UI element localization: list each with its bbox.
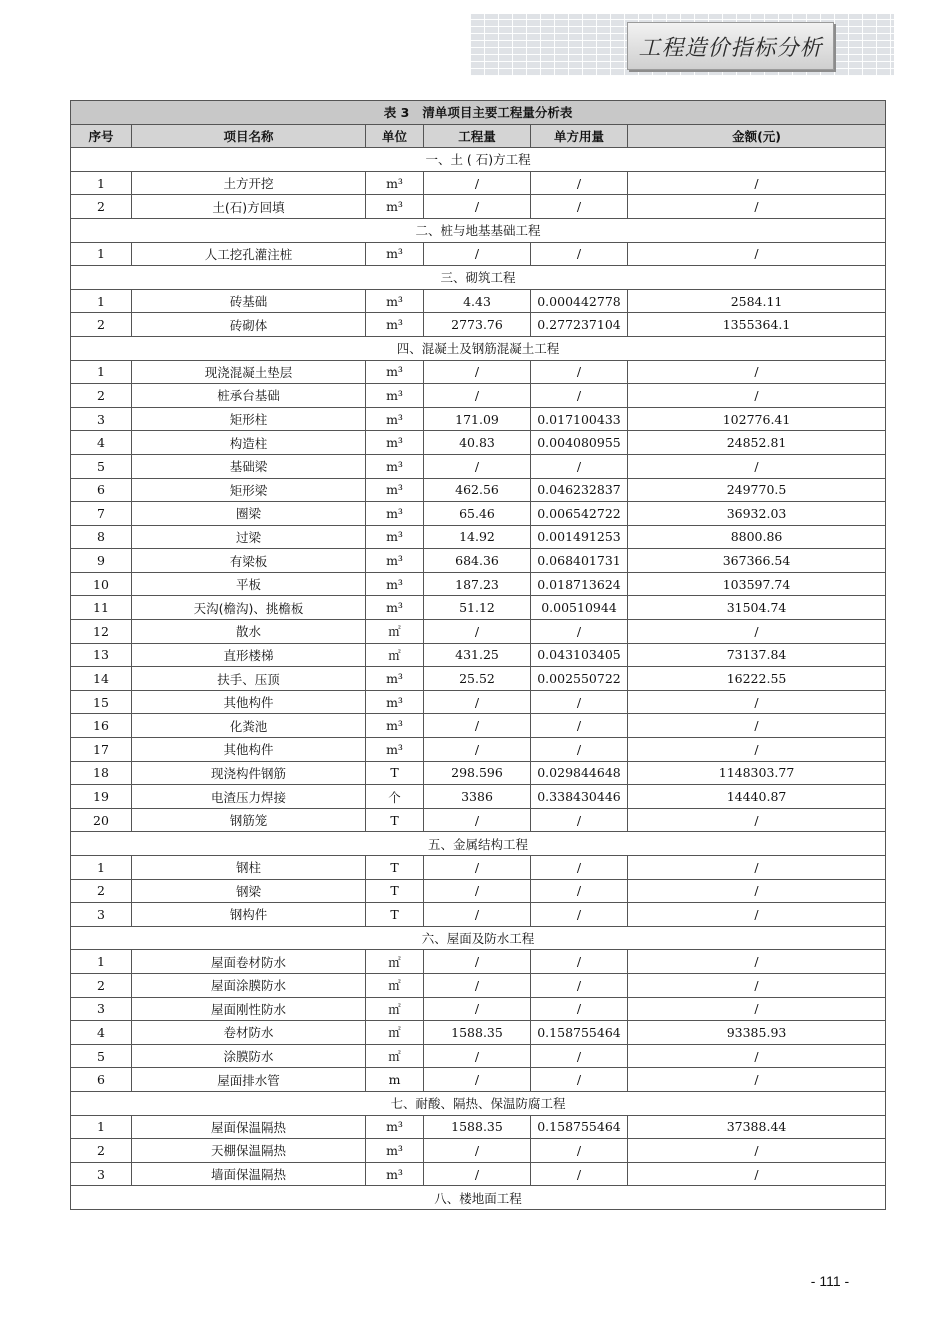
cell-unit: m³ (366, 478, 424, 502)
cell-amount: / (628, 620, 886, 644)
table-row (71, 808, 886, 832)
cell-name: 圈梁 (132, 502, 366, 526)
cell-amount: 103597.74 (628, 572, 886, 596)
cell-unit: m³ (366, 738, 424, 762)
cell-index: 11 (71, 596, 132, 620)
cell-quantity: / (424, 242, 531, 266)
cell-unit-usage: / (531, 690, 628, 714)
column-header-unit-usage: 单方用量 (531, 124, 628, 148)
cell-amount: / (628, 973, 886, 997)
cell-unit-usage: / (531, 171, 628, 195)
cell-amount: 367366.54 (628, 549, 886, 573)
cell-name: 直形楼梯 (132, 643, 366, 667)
cell-amount: 249770.5 (628, 478, 886, 502)
cell-unit: T (366, 808, 424, 832)
section-header-row (71, 336, 886, 360)
column-header-name: 项目名称 (132, 124, 366, 148)
cell-amount: 36932.03 (628, 502, 886, 526)
cell-unit-usage: / (531, 1044, 628, 1068)
cell-name: 涂膜防水 (132, 1044, 366, 1068)
cell-unit: ㎡ (366, 1021, 424, 1045)
cell-unit: ㎡ (366, 997, 424, 1021)
cell-unit-usage: / (531, 856, 628, 880)
cell-index: 18 (71, 761, 132, 785)
cell-name: 墙面保温隔热 (132, 1162, 366, 1186)
cell-unit: ㎡ (366, 1044, 424, 1068)
cell-name: 现浇构件钢筋 (132, 761, 366, 785)
cell-unit-usage: / (531, 903, 628, 927)
table-row (71, 171, 886, 195)
cell-quantity: / (424, 1044, 531, 1068)
table-row (71, 195, 886, 219)
cell-name: 人工挖孔灌注桩 (132, 242, 366, 266)
table-caption (71, 101, 886, 125)
cell-amount: / (628, 195, 886, 219)
cell-unit: m³ (366, 549, 424, 573)
cell-unit: ㎡ (366, 643, 424, 667)
cell-quantity: / (424, 1162, 531, 1186)
table-row (71, 785, 886, 809)
table-row (71, 407, 886, 431)
cell-amount: / (628, 997, 886, 1021)
cell-name: 其他构件 (132, 738, 366, 762)
section-title: 六、屋面及防水工程 (71, 926, 886, 950)
cell-quantity: / (424, 1139, 531, 1163)
cell-name: 矩形梁 (132, 478, 366, 502)
cell-amount: 1355364.1 (628, 313, 886, 337)
cell-unit-usage: / (531, 620, 628, 644)
cell-amount: / (628, 1044, 886, 1068)
cell-name: 屋面卷材防水 (132, 950, 366, 974)
cell-amount: 2584.11 (628, 289, 886, 313)
cell-quantity: / (424, 856, 531, 880)
cell-index: 1 (71, 950, 132, 974)
cell-unit: m³ (366, 596, 424, 620)
table-row (71, 360, 886, 384)
cell-amount: / (628, 738, 886, 762)
cell-quantity: / (424, 360, 531, 384)
table-header-row (71, 124, 886, 148)
table-row (71, 596, 886, 620)
cell-unit-usage: / (531, 1162, 628, 1186)
cell-name: 屋面排水管 (132, 1068, 366, 1092)
cell-unit: 个 (366, 785, 424, 809)
cell-unit: m³ (366, 242, 424, 266)
cell-unit: m³ (366, 171, 424, 195)
cell-amount: / (628, 171, 886, 195)
cell-name: 电渣压力焊接 (132, 785, 366, 809)
cell-amount: 14440.87 (628, 785, 886, 809)
cell-name: 矩形柱 (132, 407, 366, 431)
cell-name: 屋面刚性防水 (132, 997, 366, 1021)
cell-index: 16 (71, 714, 132, 738)
cell-name: 现浇混凝土垫层 (132, 360, 366, 384)
cell-unit: T (366, 761, 424, 785)
cell-amount: / (628, 856, 886, 880)
section-title: 八、楼地面工程 (71, 1186, 886, 1210)
cell-quantity: / (424, 973, 531, 997)
cell-amount: 24852.81 (628, 431, 886, 455)
cell-unit: m³ (366, 431, 424, 455)
cell-index: 9 (71, 549, 132, 573)
cell-unit: m³ (366, 384, 424, 408)
cell-unit-usage: / (531, 950, 628, 974)
cell-amount: / (628, 808, 886, 832)
cell-amount: 1148303.77 (628, 761, 886, 785)
cell-index: 2 (71, 384, 132, 408)
cell-index: 7 (71, 502, 132, 526)
cell-index: 2 (71, 313, 132, 337)
cell-index: 1 (71, 360, 132, 384)
cell-unit: m³ (366, 572, 424, 596)
cell-unit-usage: / (531, 242, 628, 266)
cell-amount: / (628, 1162, 886, 1186)
quantity-analysis-table (70, 100, 886, 1210)
table-row (71, 714, 886, 738)
cell-unit: T (366, 903, 424, 927)
cell-quantity: 462.56 (424, 478, 531, 502)
cell-name: 卷材防水 (132, 1021, 366, 1045)
section-title: 五、金属结构工程 (71, 832, 886, 856)
cell-index: 5 (71, 454, 132, 478)
table-row (71, 879, 886, 903)
cell-quantity: 187.23 (424, 572, 531, 596)
table-row (71, 431, 886, 455)
cell-index: 6 (71, 478, 132, 502)
cell-unit: m³ (366, 195, 424, 219)
cell-amount: / (628, 360, 886, 384)
table-row (71, 454, 886, 478)
cell-unit-usage: / (531, 879, 628, 903)
cell-index: 1 (71, 1115, 132, 1139)
cell-amount: / (628, 879, 886, 903)
cell-quantity: 298.596 (424, 761, 531, 785)
cell-unit-usage: 0.029844648 (531, 761, 628, 785)
cell-amount: / (628, 1068, 886, 1092)
cell-name: 土(石)方回填 (132, 195, 366, 219)
cell-index: 12 (71, 620, 132, 644)
cell-amount: 8800.86 (628, 525, 886, 549)
table-row (71, 1021, 886, 1045)
cell-quantity: 171.09 (424, 407, 531, 431)
cell-unit-usage: 0.004080955 (531, 431, 628, 455)
cell-name: 钢构件 (132, 903, 366, 927)
table-row (71, 738, 886, 762)
cell-unit: m³ (366, 360, 424, 384)
cell-name: 散水 (132, 620, 366, 644)
section-header-row (71, 1091, 886, 1115)
cell-name: 钢梁 (132, 879, 366, 903)
cell-unit-usage: / (531, 454, 628, 478)
table-row (71, 761, 886, 785)
cell-unit-usage: 0.002550722 (531, 667, 628, 691)
column-header-quantity: 工程量 (424, 124, 531, 148)
cell-index: 10 (71, 572, 132, 596)
cell-name: 钢柱 (132, 856, 366, 880)
cell-unit-usage: 0.000442778 (531, 289, 628, 313)
cell-name: 过梁 (132, 525, 366, 549)
table-row (71, 502, 886, 526)
cell-unit: m (366, 1068, 424, 1092)
table-row (71, 667, 886, 691)
table-row (71, 1115, 886, 1139)
table-caption-row (71, 101, 886, 125)
cell-quantity: / (424, 454, 531, 478)
cell-index: 2 (71, 879, 132, 903)
cell-name: 扶手、压顶 (132, 667, 366, 691)
cell-index: 5 (71, 1044, 132, 1068)
cell-name: 基础梁 (132, 454, 366, 478)
cell-name: 砖基础 (132, 289, 366, 313)
cell-quantity: / (424, 1068, 531, 1092)
cell-name: 屋面保温隔热 (132, 1115, 366, 1139)
table-row (71, 549, 886, 573)
table-row (71, 384, 886, 408)
cell-name: 天沟(檐沟)、挑檐板 (132, 596, 366, 620)
cell-quantity: / (424, 620, 531, 644)
cell-index: 1 (71, 242, 132, 266)
cell-unit: m³ (366, 1139, 424, 1163)
table-row (71, 620, 886, 644)
table-row (71, 572, 886, 596)
table-row (71, 478, 886, 502)
cell-name: 砖砌体 (132, 313, 366, 337)
cell-unit-usage: / (531, 195, 628, 219)
cell-quantity: / (424, 195, 531, 219)
cell-unit-usage: 0.046232837 (531, 478, 628, 502)
cell-unit-usage: / (531, 808, 628, 832)
table-row (71, 973, 886, 997)
cell-quantity: 1588.35 (424, 1021, 531, 1045)
cell-quantity: 14.92 (424, 525, 531, 549)
table-row (71, 690, 886, 714)
cell-unit-usage: 0.017100433 (531, 407, 628, 431)
cell-amount: / (628, 903, 886, 927)
cell-quantity: / (424, 738, 531, 762)
section-title: 一、土 ( 石)方工程 (71, 148, 886, 172)
header-title: 工程造价指标分析 (638, 35, 823, 61)
cell-unit-usage: 0.00510944 (531, 596, 628, 620)
section-header-row (71, 926, 886, 950)
section-header-row (71, 148, 886, 172)
table-caption-title: 清单项目主要工程量分析表 (422, 105, 573, 121)
table-row (71, 313, 886, 337)
cell-unit-usage: / (531, 997, 628, 1021)
cell-index: 2 (71, 195, 132, 219)
section-title: 七、耐酸、隔热、保温防腐工程 (71, 1091, 886, 1115)
cell-quantity: 1588.35 (424, 1115, 531, 1139)
cell-name: 其他构件 (132, 690, 366, 714)
cell-index: 15 (71, 690, 132, 714)
column-header-index: 序号 (71, 124, 132, 148)
cell-unit-usage: 0.018713624 (531, 572, 628, 596)
cell-name: 平板 (132, 572, 366, 596)
cell-unit-usage: 0.001491253 (531, 525, 628, 549)
cell-amount: 37388.44 (628, 1115, 886, 1139)
cell-unit-usage: 0.277237104 (531, 313, 628, 337)
cell-amount: / (628, 454, 886, 478)
cell-index: 3 (71, 407, 132, 431)
cell-index: 2 (71, 1139, 132, 1163)
cell-quantity: 4.43 (424, 289, 531, 313)
cell-unit: m³ (366, 690, 424, 714)
cell-name: 钢筋笼 (132, 808, 366, 832)
table-row (71, 1044, 886, 1068)
cell-quantity: 431.25 (424, 643, 531, 667)
cell-index: 6 (71, 1068, 132, 1092)
cell-index: 4 (71, 1021, 132, 1045)
cell-amount: 93385.93 (628, 1021, 886, 1045)
section-title: 三、砌筑工程 (71, 266, 886, 290)
cell-unit: m³ (366, 313, 424, 337)
table-row (71, 1139, 886, 1163)
cell-unit: T (366, 879, 424, 903)
cell-unit: m³ (366, 502, 424, 526)
table-row (71, 1068, 886, 1092)
cell-quantity: 2773.76 (424, 313, 531, 337)
cell-unit: m³ (366, 714, 424, 738)
table-row (71, 643, 886, 667)
table-caption-number: 表 3 (383, 105, 410, 121)
cell-unit: ㎡ (366, 950, 424, 974)
page-number: - 111 - (810, 1273, 850, 1289)
cell-unit-usage: / (531, 1068, 628, 1092)
cell-unit-usage: 0.158755464 (531, 1021, 628, 1045)
cell-unit: T (366, 856, 424, 880)
cell-name: 天棚保温隔热 (132, 1139, 366, 1163)
cell-name: 屋面涂膜防水 (132, 973, 366, 997)
cell-quantity: / (424, 808, 531, 832)
section-header-row (71, 832, 886, 856)
section-header-row (71, 266, 886, 290)
cell-unit-usage: / (531, 1139, 628, 1163)
cell-index: 1 (71, 289, 132, 313)
cell-unit: m³ (366, 289, 424, 313)
cell-index: 3 (71, 997, 132, 1021)
cell-amount: 16222.55 (628, 667, 886, 691)
cell-unit: m³ (366, 454, 424, 478)
cell-unit: m³ (366, 1115, 424, 1139)
cell-quantity: / (424, 384, 531, 408)
cell-quantity: 3386 (424, 785, 531, 809)
cell-quantity: 684.36 (424, 549, 531, 573)
cell-index: 3 (71, 1162, 132, 1186)
table-row (71, 242, 886, 266)
cell-amount: / (628, 242, 886, 266)
cell-name: 构造柱 (132, 431, 366, 455)
table-row (71, 950, 886, 974)
cell-unit: ㎡ (366, 973, 424, 997)
cell-name: 有梁板 (132, 549, 366, 573)
cell-index: 20 (71, 808, 132, 832)
table-row (71, 856, 886, 880)
cell-quantity: 51.12 (424, 596, 531, 620)
cell-index: 1 (71, 171, 132, 195)
section-header-row (71, 1186, 886, 1210)
cell-unit-usage: 0.006542722 (531, 502, 628, 526)
cell-index: 17 (71, 738, 132, 762)
table-row (71, 1162, 886, 1186)
cell-amount: 73137.84 (628, 643, 886, 667)
table-row (71, 997, 886, 1021)
cell-unit-usage: / (531, 360, 628, 384)
cell-quantity: / (424, 714, 531, 738)
cell-unit-usage: 0.158755464 (531, 1115, 628, 1139)
cell-unit-usage: / (531, 973, 628, 997)
cell-unit: m³ (366, 407, 424, 431)
cell-quantity: 40.83 (424, 431, 531, 455)
cell-quantity: / (424, 690, 531, 714)
cell-unit-usage: 0.068401731 (531, 549, 628, 573)
cell-unit: m³ (366, 525, 424, 549)
cell-quantity: / (424, 171, 531, 195)
cell-name: 桩承台基础 (132, 384, 366, 408)
table-row (71, 525, 886, 549)
cell-unit: ㎡ (366, 620, 424, 644)
cell-quantity: / (424, 950, 531, 974)
cell-index: 19 (71, 785, 132, 809)
cell-index: 4 (71, 431, 132, 455)
cell-name: 化粪池 (132, 714, 366, 738)
cell-unit-usage: 0.338430446 (531, 785, 628, 809)
column-header-unit: 单位 (366, 124, 424, 148)
cell-amount: / (628, 714, 886, 738)
section-title: 二、桩与地基基础工程 (71, 218, 886, 242)
cell-quantity: / (424, 997, 531, 1021)
section-header-row (71, 218, 886, 242)
section-title: 四、混凝土及钢筋混凝土工程 (71, 336, 886, 360)
cell-index: 3 (71, 903, 132, 927)
cell-quantity: / (424, 879, 531, 903)
cell-quantity: 25.52 (424, 667, 531, 691)
cell-unit: m³ (366, 1162, 424, 1186)
table-row (71, 289, 886, 313)
cell-amount: / (628, 384, 886, 408)
cell-unit-usage: / (531, 384, 628, 408)
cell-index: 13 (71, 643, 132, 667)
cell-unit: m³ (366, 667, 424, 691)
cell-amount: 102776.41 (628, 407, 886, 431)
cell-amount: / (628, 1139, 886, 1163)
cell-index: 2 (71, 973, 132, 997)
cell-quantity: / (424, 903, 531, 927)
cell-unit-usage: / (531, 714, 628, 738)
cell-index: 14 (71, 667, 132, 691)
table-row (71, 903, 886, 927)
cell-amount: / (628, 950, 886, 974)
cell-unit-usage: 0.043103405 (531, 643, 628, 667)
cell-amount: 31504.74 (628, 596, 886, 620)
cell-index: 1 (71, 856, 132, 880)
header-title-box (627, 22, 834, 70)
cell-amount: / (628, 690, 886, 714)
cell-quantity: 65.46 (424, 502, 531, 526)
cell-index: 8 (71, 525, 132, 549)
column-header-amount: 金额(元) (628, 124, 886, 148)
cell-unit-usage: / (531, 738, 628, 762)
cell-name: 土方开挖 (132, 171, 366, 195)
